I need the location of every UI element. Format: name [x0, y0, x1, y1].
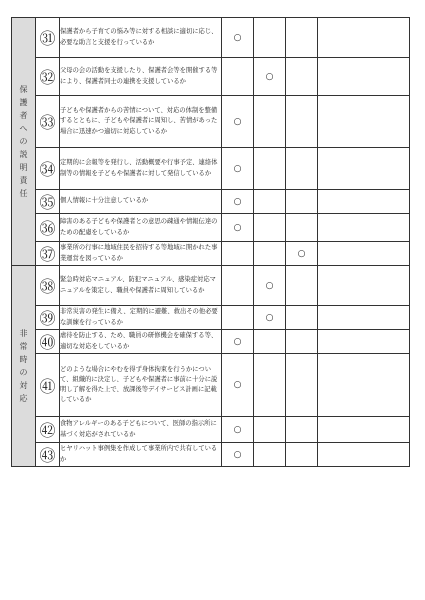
- item-number: ㊸: [39, 446, 56, 465]
- answer-cell-3[interactable]: [286, 330, 318, 354]
- remarks-cell[interactable]: [318, 214, 410, 242]
- item-number: ㉞: [39, 160, 56, 179]
- table-row: [12, 354, 410, 417]
- item-number-cell: [36, 214, 60, 242]
- category-label: 非常時の対応: [19, 329, 28, 403]
- answer-cell-1[interactable]: [222, 330, 254, 354]
- table-row: [12, 96, 410, 148]
- answer-cell-2[interactable]: [254, 18, 286, 58]
- answer-cell-1[interactable]: [222, 242, 254, 266]
- item-number-cell: [36, 148, 60, 190]
- answer-cell-1[interactable]: [222, 443, 254, 467]
- circle-mark: ○: [233, 449, 242, 460]
- answer-cell-2[interactable]: [254, 242, 286, 266]
- table-row: [12, 18, 410, 58]
- remarks-cell[interactable]: [318, 354, 410, 417]
- item-number-cell: [36, 18, 60, 58]
- answer-cell-1[interactable]: [222, 190, 254, 214]
- item-question: 虐待を防止する、ため、職員の研修機会を確保する等、適切な対応をしているか: [60, 330, 222, 354]
- table-row: [12, 330, 410, 354]
- answer-cell-2[interactable]: [254, 96, 286, 148]
- remarks-cell[interactable]: [318, 96, 410, 148]
- answer-cell-3[interactable]: [286, 18, 318, 58]
- circle-mark: ○: [265, 71, 274, 82]
- item-number-cell: [36, 190, 60, 214]
- answer-cell-3[interactable]: [286, 214, 318, 242]
- remarks-cell[interactable]: [318, 18, 410, 58]
- item-number-cell: [36, 58, 60, 96]
- answer-cell-3[interactable]: [286, 354, 318, 417]
- item-question: 保護者から子育ての悩み等に対する相談に適切に応じ、必要な助言と支援を行っているか: [60, 18, 222, 58]
- answer-cell-3[interactable]: [286, 443, 318, 467]
- item-number: ㊷: [39, 421, 56, 440]
- answer-cell-2[interactable]: [254, 58, 286, 96]
- item-question: 事業所の行事に地域住民を招待する等地域に開かれた事業運営を図っているか: [60, 242, 222, 266]
- answer-cell-3[interactable]: [286, 58, 318, 96]
- circle-mark: ○: [233, 116, 242, 127]
- answer-cell-3[interactable]: [286, 148, 318, 190]
- answer-cell-2[interactable]: [254, 214, 286, 242]
- remarks-cell[interactable]: [318, 242, 410, 266]
- answer-cell-2[interactable]: [254, 306, 286, 330]
- remarks-cell[interactable]: [318, 417, 410, 443]
- table-row: [12, 242, 410, 266]
- table-row: [12, 417, 410, 443]
- item-number-cell: [36, 96, 60, 148]
- table-row: [12, 266, 410, 306]
- answer-cell-2[interactable]: [254, 190, 286, 214]
- item-number-cell: [36, 306, 60, 330]
- item-number: ㊲: [39, 245, 56, 264]
- answer-cell-3[interactable]: [286, 190, 318, 214]
- remarks-cell[interactable]: [318, 443, 410, 467]
- item-number: ㊶: [39, 376, 56, 396]
- item-number-cell: [36, 266, 60, 306]
- answer-cell-1[interactable]: [222, 266, 254, 306]
- answer-cell-3[interactable]: [286, 96, 318, 148]
- circle-mark: ○: [265, 280, 274, 291]
- item-number: ㊴: [39, 309, 56, 328]
- remarks-cell[interactable]: [318, 330, 410, 354]
- circle-mark: ○: [233, 222, 242, 233]
- answer-cell-2[interactable]: [254, 266, 286, 306]
- table-row: [12, 214, 410, 242]
- answer-cell-1[interactable]: [222, 58, 254, 96]
- circle-mark: ○: [233, 424, 242, 435]
- item-question: 障害のある子どもや保護者との意思の疎通や情報伝達のための配慮をしているか: [60, 214, 222, 242]
- answer-cell-2[interactable]: [254, 330, 286, 354]
- answer-cell-3[interactable]: [286, 417, 318, 443]
- answer-cell-1[interactable]: [222, 417, 254, 443]
- circle-mark: ○: [233, 336, 242, 347]
- item-number: ㊳: [39, 277, 56, 296]
- answer-cell-1[interactable]: [222, 18, 254, 58]
- remarks-cell[interactable]: [318, 58, 410, 96]
- circle-mark: ○: [233, 32, 242, 43]
- item-question: 非常災害の発生に備え、定期的に避難、救出その他必要な訓練を行っているか: [60, 306, 222, 330]
- item-question: 定期的に会報等を発行し、活動概要や行事予定、連絡体制等の情報を子どもや保護者に対して発信しているか: [60, 148, 222, 190]
- circle-mark: ○: [233, 380, 242, 390]
- item-question: ヒヤリハット事例集を作成して事業所内で共有しているか: [60, 443, 222, 467]
- category-guardian-accountability: [12, 18, 36, 266]
- answer-cell-3[interactable]: [286, 242, 318, 266]
- item-question: 緊急時対応マニュアル、防犯マニュアル、感染症対応マニュアルを策定し、職員や保護者に周知しているか: [60, 266, 222, 306]
- category-emergency-response: [12, 266, 36, 467]
- item-number: ㊵: [39, 333, 56, 352]
- item-number: ㊱: [39, 219, 56, 238]
- table-row: [12, 190, 410, 214]
- table-row: [12, 148, 410, 190]
- item-number: ㉛: [39, 29, 56, 48]
- remarks-cell[interactable]: [318, 190, 410, 214]
- item-number-cell: [36, 242, 60, 266]
- item-number-cell: [36, 417, 60, 443]
- answer-cell-1[interactable]: [222, 96, 254, 148]
- circle-mark: ○: [265, 312, 274, 323]
- evaluation-table: [11, 17, 410, 467]
- answer-cell-2[interactable]: [254, 354, 286, 417]
- answer-cell-2[interactable]: [254, 417, 286, 443]
- answer-cell-3[interactable]: [286, 266, 318, 306]
- category-label: 保護者への説明責任: [19, 85, 28, 198]
- answer-cell-1[interactable]: [222, 306, 254, 330]
- item-question: 父母の会の活動を支援したり、保護者会等を開催する等により、保護者同士の連携を支援しているか: [60, 58, 222, 96]
- item-number-cell: [36, 443, 60, 467]
- circle-mark: ○: [233, 196, 242, 207]
- answer-cell-2[interactable]: [254, 443, 286, 467]
- table-row: [12, 443, 410, 467]
- answer-cell-1[interactable]: [222, 148, 254, 190]
- item-question: 子どもや保護者からの苦情について、対応の体制を整備するとともに、子どもや保護者に周知し、苦情があった場合に迅速かつ適切に対応しているか: [60, 96, 222, 148]
- remarks-cell[interactable]: [318, 266, 410, 306]
- item-number-cell: [36, 330, 60, 354]
- answer-cell-1[interactable]: [222, 354, 254, 417]
- item-question: 個人情報に十分注意しているか: [60, 190, 222, 214]
- answer-cell-1[interactable]: [222, 214, 254, 242]
- table-row: [12, 306, 410, 330]
- table-row: [12, 58, 410, 96]
- item-question: 食物アレルギーのある子どもについて、医師の指示所に基づく対応がされているか: [60, 417, 222, 443]
- circle-mark: ○: [297, 248, 306, 259]
- answer-cell-3[interactable]: [286, 306, 318, 330]
- item-number: ㉝: [39, 113, 56, 132]
- item-number: ㉟: [39, 193, 56, 212]
- item-number-cell: [36, 354, 60, 417]
- answer-cell-2[interactable]: [254, 148, 286, 190]
- item-number: ㉜: [39, 68, 56, 87]
- circle-mark: ○: [233, 163, 242, 174]
- remarks-cell[interactable]: [318, 306, 410, 330]
- item-question: どのような場合にやむを得ず身体拘束を行うかについて、組織的に決定し、子どもや保護者に事前に十分に説明し了解を得た上で、放課後等デイサービス計画に記載しているか: [60, 354, 222, 417]
- remarks-cell[interactable]: [318, 148, 410, 190]
